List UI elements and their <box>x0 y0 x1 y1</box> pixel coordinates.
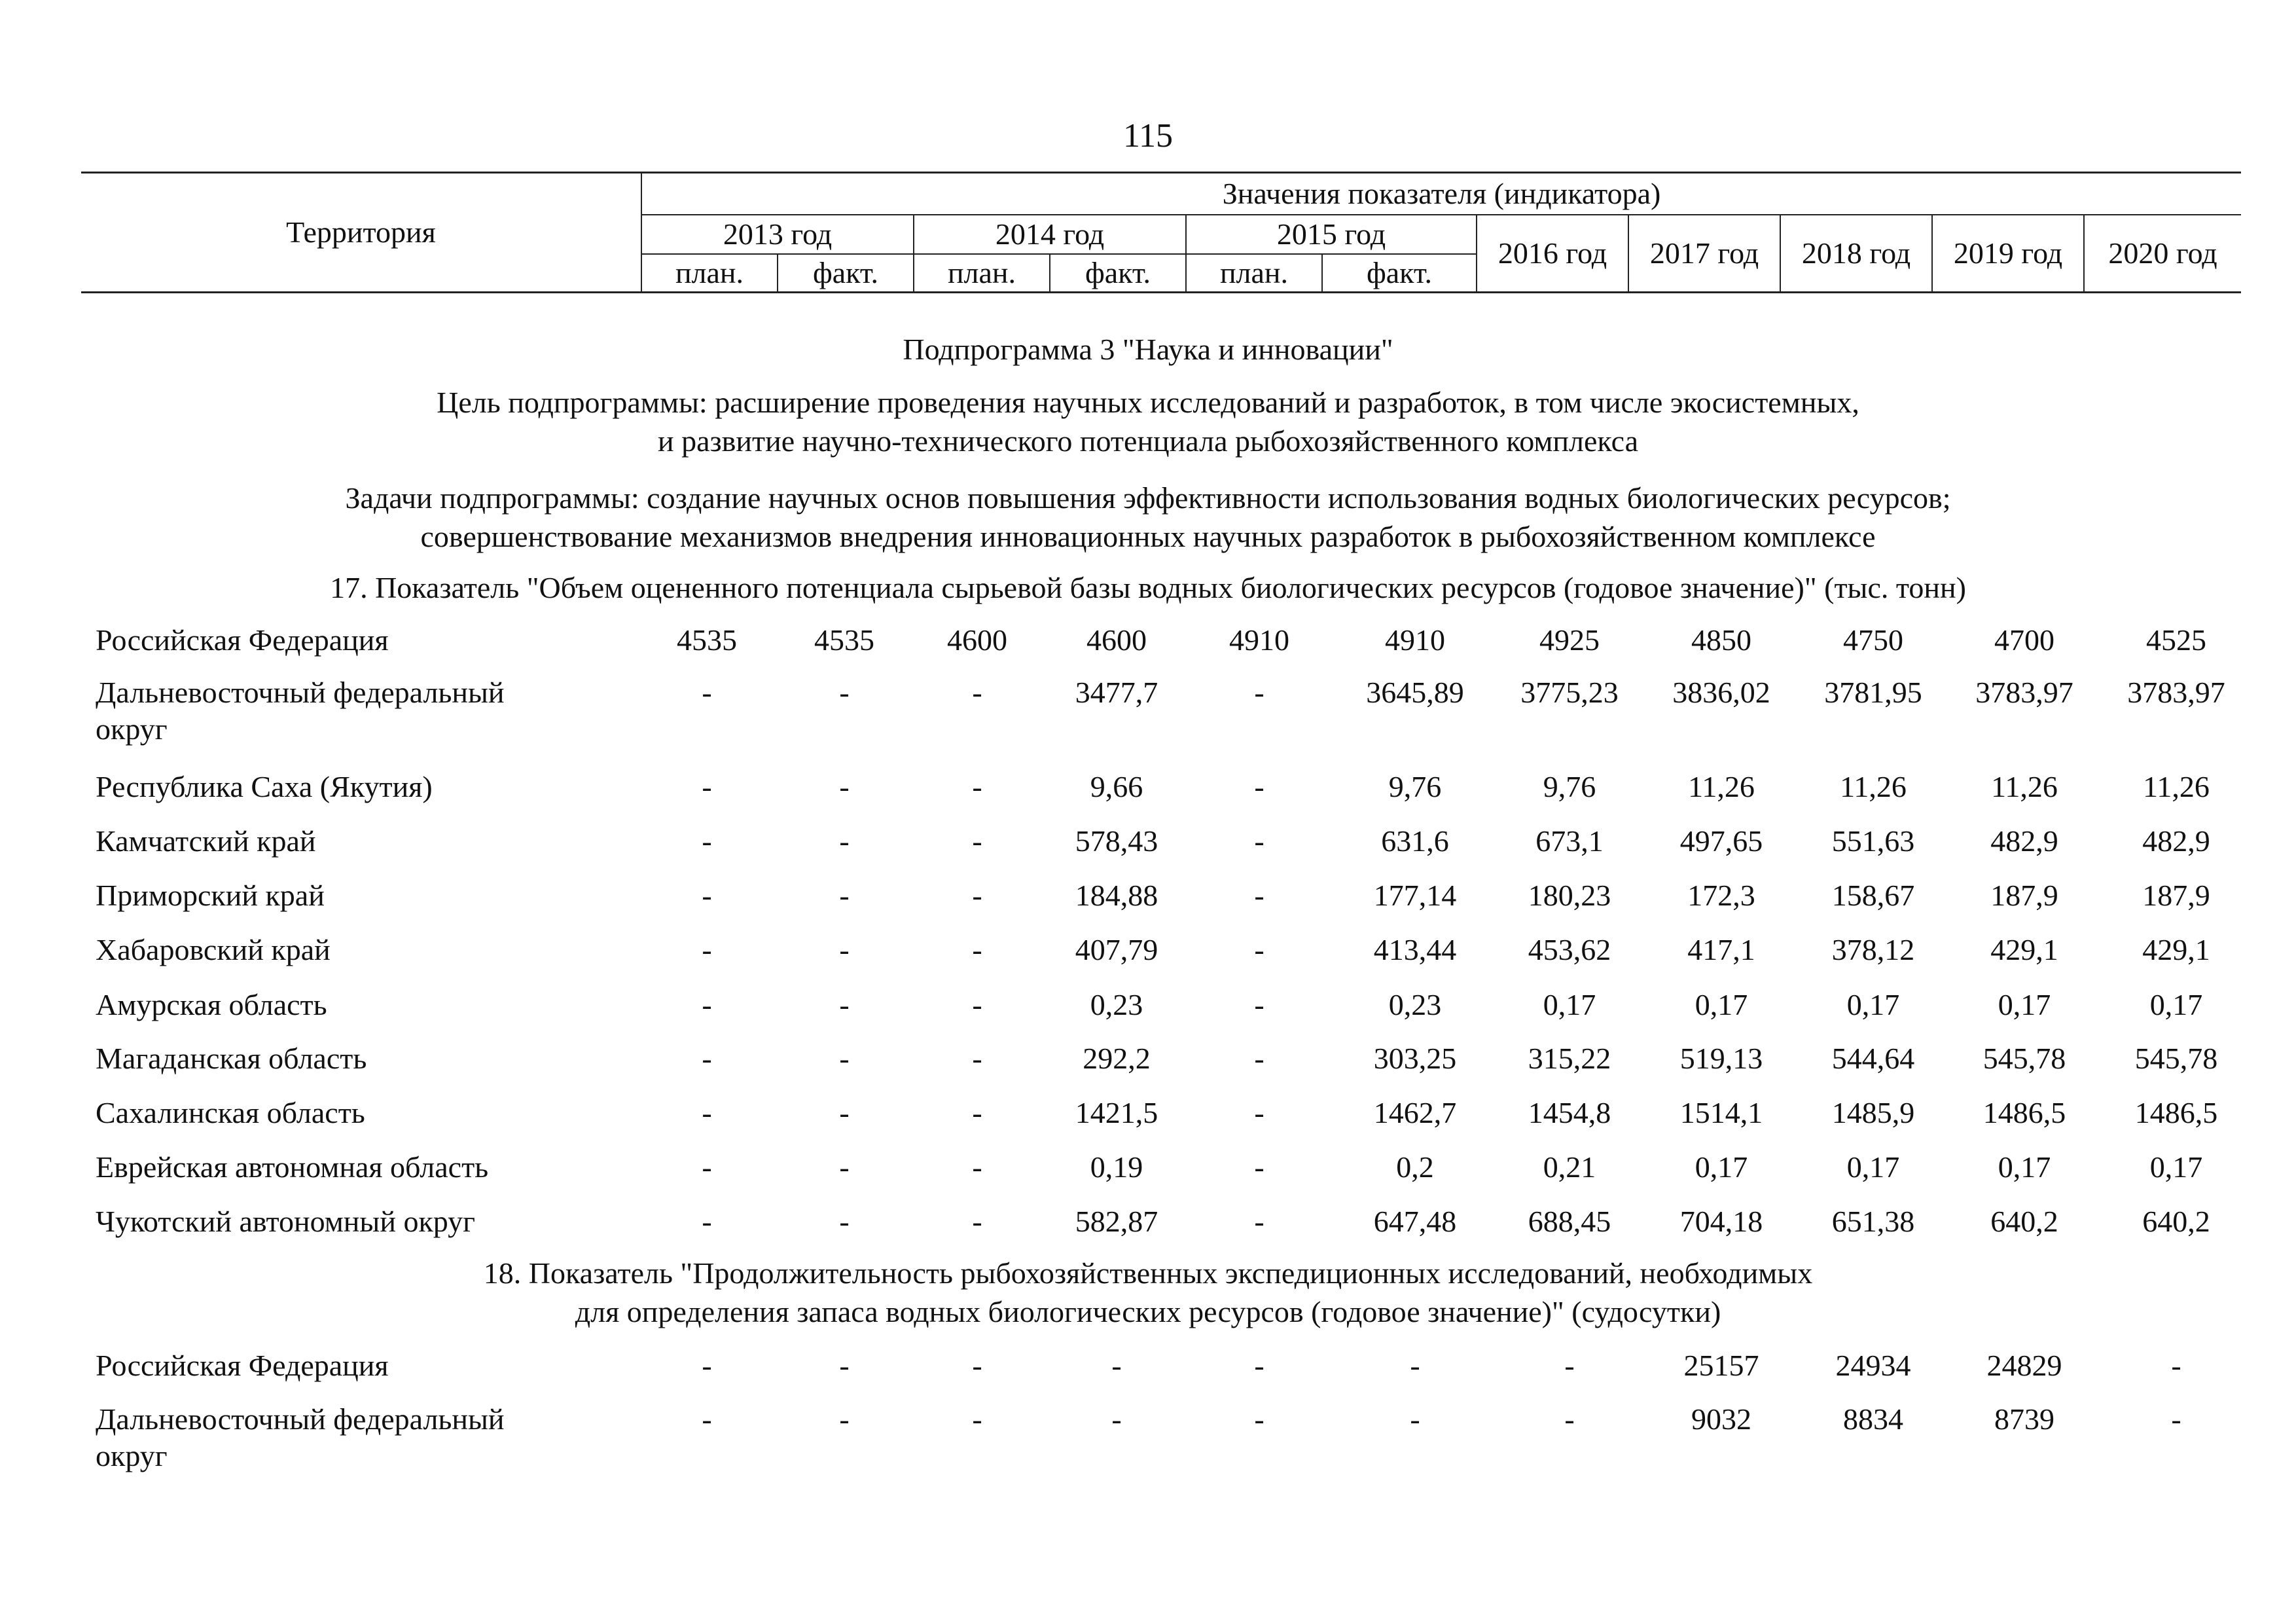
territory-name: Российская Федерация <box>96 1349 389 1382</box>
table-cell: - <box>702 770 712 803</box>
year-2016-header: 2016 год <box>1477 215 1628 293</box>
table-cell: - <box>1254 1205 1265 1238</box>
table-cell: 187,9 <box>1990 879 2058 912</box>
table-cell: - <box>702 1349 712 1382</box>
table-cell: 631,6 <box>1381 824 1449 858</box>
table-cell: 9,76 <box>1543 770 1596 803</box>
table-cell: 0,17 <box>1695 988 1748 1021</box>
table-cell: 3645,89 <box>1366 676 1464 709</box>
table-cell: - <box>702 879 712 912</box>
table-cell: - <box>1564 1402 1575 1436</box>
table-cell: - <box>972 770 982 803</box>
subprogram-tasks-line2: совершенствование механизмов внедрения инновационных научных разработок в рыбохозяйственном комплексе <box>420 520 1876 553</box>
table-cell: 673,1 <box>1535 824 1604 858</box>
table-cell: 4535 <box>677 623 737 657</box>
table-cell: - <box>1254 933 1265 966</box>
table-cell: 0,17 <box>1846 1150 1900 1184</box>
table-cell: 1486,5 <box>1982 1096 2066 1129</box>
table-cell: - <box>972 1205 982 1238</box>
territory-name: Чукотский автономный округ <box>96 1205 476 1238</box>
table-cell: 1485,9 <box>1831 1096 1915 1129</box>
table-cell: 3783,97 <box>2127 676 2225 709</box>
subprogram-tasks-line1: Задачи подпрограммы: создание научных основ повышения эффективности использования водных биологических ресурсов; <box>345 481 1951 515</box>
territory-name: Приморский край <box>96 879 325 912</box>
table-cell: 704,18 <box>1679 1205 1763 1238</box>
table-cell: 3775,23 <box>1520 676 1619 709</box>
table-cell: 640,2 <box>2142 1205 2210 1238</box>
table-cell: - <box>1254 1042 1265 1075</box>
table-cell: 4525 <box>2146 623 2206 657</box>
year-2019-header: 2019 год <box>1932 215 2084 293</box>
table-row <box>0 769 2296 808</box>
table-cell: 545,78 <box>1982 1042 2066 1075</box>
table-cell: - <box>702 676 712 709</box>
table-row <box>0 987 2296 1026</box>
year-2017-header: 2017 год <box>1628 215 1780 293</box>
table-cell: 11,26 <box>1991 770 2058 803</box>
table-cell: 4750 <box>1843 623 1903 657</box>
territory-name: Хабаровский край <box>96 933 331 966</box>
table-cell: - <box>1254 879 1265 912</box>
page-number: 115 <box>1122 117 1174 155</box>
indicator17-title: 17. Показатель "Объем оцененного потенциала сырьевой базы водных биологических ресурсов (годовое значение)" (тыс. тонн) <box>330 571 1966 604</box>
territory-name: Камчатский край <box>96 824 316 858</box>
table-cell: - <box>1564 1349 1575 1382</box>
table-cell: - <box>839 1205 850 1238</box>
table-cell: 4850 <box>1691 623 1751 657</box>
table-cell: - <box>1111 1402 1122 1436</box>
table-cell: 4600 <box>1086 623 1147 657</box>
table-cell: 482,9 <box>2142 824 2210 858</box>
table-cell: 688,45 <box>1528 1205 1611 1238</box>
table-cell: 407,79 <box>1075 933 1158 966</box>
year-2015-header: 2015 год <box>1186 215 1477 254</box>
territory-name: Республика Саха (Якутия) <box>96 770 433 803</box>
table-cell: 158,67 <box>1831 879 1915 912</box>
table-cell: 4600 <box>947 623 1007 657</box>
table-cell: - <box>972 933 982 966</box>
table-cell: 11,26 <box>2143 770 2210 803</box>
table-cell: 519,13 <box>1679 1042 1763 1075</box>
table-cell: - <box>839 1402 850 1436</box>
table-cell: 292,2 <box>1083 1042 1151 1075</box>
table-cell: 578,43 <box>1075 824 1158 858</box>
table-cell: 544,64 <box>1831 1042 1915 1075</box>
table-cell: 4910 <box>1229 623 1289 657</box>
table-cell: 24934 <box>1835 1349 1911 1382</box>
table-cell: 453,62 <box>1528 933 1611 966</box>
table-cell: 11,26 <box>1688 770 1755 803</box>
indicator18-title-line2: для определения запаса водных биологических ресурсов (годовое значение)" (судосутки) <box>575 1295 1721 1328</box>
table-cell: 177,14 <box>1373 879 1457 912</box>
table-cell: 3781,95 <box>1824 676 1922 709</box>
subprogram-title: Подпрограмма 3 "Наука и инновации" <box>903 333 1393 366</box>
year-2018-header: 2018 год <box>1780 215 1932 293</box>
table-cell: - <box>839 933 850 966</box>
table-cell: 413,44 <box>1373 933 1457 966</box>
table-row <box>0 823 2296 862</box>
plan-header: план. <box>1186 254 1322 293</box>
table-cell: 9,76 <box>1388 770 1442 803</box>
table-cell: 1454,8 <box>1528 1096 1611 1129</box>
table-cell: 651,38 <box>1831 1205 1915 1238</box>
table-cell: 1514,1 <box>1679 1096 1763 1129</box>
territory-name: Дальневосточный федеральный округ <box>96 676 505 746</box>
table-cell: 0,23 <box>1090 988 1143 1021</box>
table-row <box>0 1095 2296 1134</box>
table-cell: - <box>972 1349 982 1382</box>
table-cell: 315,22 <box>1528 1042 1611 1075</box>
table-cell: 640,2 <box>1990 1205 2058 1238</box>
table-cell: - <box>839 879 850 912</box>
table-cell: 551,63 <box>1831 824 1915 858</box>
table-cell: 0,21 <box>1543 1150 1596 1184</box>
table-cell: - <box>972 824 982 858</box>
table-cell: 0,19 <box>1090 1150 1143 1184</box>
table-row <box>0 1203 2296 1243</box>
table-row <box>0 1040 2296 1080</box>
table-cell: - <box>1254 1150 1265 1184</box>
table-cell: - <box>839 1349 850 1382</box>
table-cell: 180,23 <box>1528 879 1611 912</box>
table-cell: - <box>839 676 850 709</box>
table-cell: - <box>1254 1096 1265 1129</box>
table-cell: - <box>972 988 982 1021</box>
table-cell: 172,3 <box>1687 879 1755 912</box>
table-cell: - <box>702 933 712 966</box>
table-cell: - <box>972 1150 982 1184</box>
table-row <box>0 932 2296 971</box>
table-cell: - <box>702 1402 712 1436</box>
table-cell: 187,9 <box>2142 879 2210 912</box>
fact-header: факт. <box>778 254 914 293</box>
table-cell: 4700 <box>1994 623 2054 657</box>
table-cell: 3836,02 <box>1672 676 1770 709</box>
table-cell: - <box>972 1042 982 1075</box>
table-cell: 4535 <box>814 623 874 657</box>
table-cell: 3783,97 <box>1975 676 2073 709</box>
table-cell: 0,17 <box>1543 988 1596 1021</box>
table-cell: 8834 <box>1843 1402 1903 1436</box>
table-cell: 417,1 <box>1687 933 1755 966</box>
table-cell: - <box>839 1096 850 1129</box>
table-cell: 0,17 <box>2149 988 2203 1021</box>
indicator-values-header: Значения показателя (индикатора) <box>641 173 2241 215</box>
table-cell: 482,9 <box>1990 824 2058 858</box>
table-cell: - <box>1254 824 1265 858</box>
table-row <box>0 1401 2296 1472</box>
table-cell: 582,87 <box>1075 1205 1158 1238</box>
table-cell: - <box>702 1150 712 1184</box>
year-2020-header: 2020 год <box>2084 215 2241 293</box>
table-cell: 3477,7 <box>1075 676 1158 709</box>
table-cell: - <box>702 1042 712 1075</box>
table-cell: 0,17 <box>1695 1150 1748 1184</box>
table-cell: - <box>972 1096 982 1129</box>
table-row <box>0 674 2296 746</box>
table-cell: 1486,5 <box>2134 1096 2218 1129</box>
fact-header: факт. <box>1050 254 1186 293</box>
table-cell: 1421,5 <box>1075 1096 1158 1129</box>
table-cell: - <box>839 1150 850 1184</box>
subprogram-goal-line1: Цель подпрограммы: расширение проведения научных исследований и разработок, в том числе экосистемных, <box>437 386 1859 419</box>
table-cell: - <box>1254 770 1265 803</box>
table-cell: 0,17 <box>1846 988 1900 1021</box>
table-row <box>0 622 2296 661</box>
plan-header: план. <box>641 254 778 293</box>
table-cell: - <box>839 988 850 1021</box>
year-2013-header: 2013 год <box>641 215 914 254</box>
indicator18-title-line1: 18. Показатель "Продолжительность рыбохозяйственных экспедиционных исследований, необходимых <box>483 1256 1813 1290</box>
plan-header: план. <box>914 254 1050 293</box>
table-cell: 1462,7 <box>1373 1096 1457 1129</box>
table-cell: - <box>839 1042 850 1075</box>
territory-name: Российская Федерация <box>96 623 389 657</box>
table-cell: 11,26 <box>1840 770 1907 803</box>
table-row <box>0 1149 2296 1188</box>
table-cell: 429,1 <box>2142 933 2210 966</box>
table-cell: 4925 <box>1539 623 1600 657</box>
table-cell: - <box>839 770 850 803</box>
table-cell: - <box>972 1402 982 1436</box>
table-cell: - <box>702 1096 712 1129</box>
table-cell: - <box>1254 676 1265 709</box>
territory-name: Еврейская автономная область <box>96 1150 489 1184</box>
table-cell: - <box>702 988 712 1021</box>
table-cell: 0,23 <box>1388 988 1442 1021</box>
table-cell: 647,48 <box>1373 1205 1457 1238</box>
table-cell: 429,1 <box>1990 933 2058 966</box>
table-cell: 9,66 <box>1090 770 1143 803</box>
table-cell: 25157 <box>1683 1349 1759 1382</box>
table-cell: 8739 <box>1994 1402 2054 1436</box>
table-cell: - <box>1410 1349 1420 1382</box>
table-cell: - <box>1254 1402 1265 1436</box>
table-row <box>0 877 2296 917</box>
table-cell: 497,65 <box>1679 824 1763 858</box>
table-cell: 0,17 <box>1998 1150 2051 1184</box>
table-cell: 9032 <box>1691 1402 1751 1436</box>
table-cell: 0,17 <box>2149 1150 2203 1184</box>
year-2014-header: 2014 год <box>914 215 1186 254</box>
table-cell: - <box>972 879 982 912</box>
territory-header: Территория <box>81 173 641 293</box>
table-cell: 0,2 <box>1396 1150 1434 1184</box>
territory-name: Магаданская область <box>96 1042 367 1075</box>
table-cell: - <box>839 824 850 858</box>
table-cell: - <box>2171 1402 2181 1436</box>
table-cell: - <box>1410 1402 1420 1436</box>
table-cell: - <box>1111 1349 1122 1382</box>
table-header <box>81 172 2241 293</box>
fact-header: факт. <box>1322 254 1477 293</box>
table-cell: 4910 <box>1385 623 1445 657</box>
table-cell: - <box>702 1205 712 1238</box>
table-cell: - <box>2171 1349 2181 1382</box>
table-row <box>0 1347 2296 1387</box>
territory-name: Дальневосточный федеральный округ <box>96 1402 505 1472</box>
territory-name: Амурская область <box>96 988 327 1021</box>
table-cell: - <box>1254 1349 1265 1382</box>
table-cell: 0,17 <box>1998 988 2051 1021</box>
table-cell: 545,78 <box>2134 1042 2218 1075</box>
table-cell: 24829 <box>1986 1349 2062 1382</box>
table-cell: 184,88 <box>1075 879 1158 912</box>
table-cell: - <box>1254 988 1265 1021</box>
table-cell: 303,25 <box>1373 1042 1457 1075</box>
table-cell: - <box>702 824 712 858</box>
table-cell: 378,12 <box>1831 933 1915 966</box>
subprogram-goal-line2: и развитие научно-технического потенциала рыбохозяйственного комплекса <box>657 424 1639 458</box>
territory-name: Сахалинская область <box>96 1096 365 1129</box>
table-cell: - <box>972 676 982 709</box>
